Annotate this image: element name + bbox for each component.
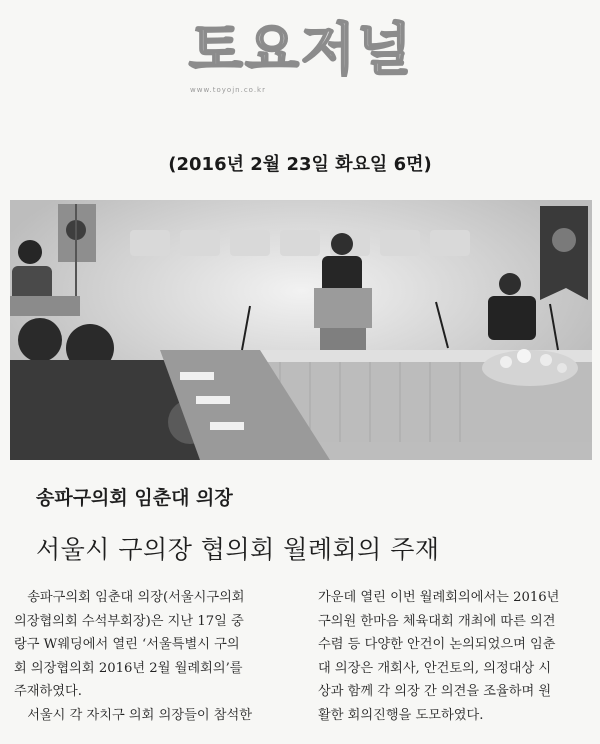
banner-shapes <box>130 230 470 256</box>
article-line: 서울시 각 자치구 의회 의장들이 참석한 <box>27 707 252 723</box>
article-column-left <box>14 586 284 727</box>
meeting-photo-illustration <box>10 200 592 460</box>
newspaper-logo: 토요저널 <box>188 18 414 83</box>
article-subhead: 송파구의회 임춘대 의장 <box>36 487 233 509</box>
article-line: 의장협의회 수석부회장)은 지난 17일 중 <box>14 613 244 629</box>
article-line: 대 의장은 개회사, 안건토의, 의정대상 시 <box>318 660 552 676</box>
article-line: 송파구의회 임춘대 의장(서울시구의회 <box>27 590 245 605</box>
dateline: (2016년 2월 23일 화요일 6면) <box>168 154 432 175</box>
article-line: 가운데 열린 이번 월례회의에서는 2016년 <box>318 590 560 605</box>
flag-right <box>540 206 588 300</box>
article-line: 상과 함께 각 의장 간 의견을 조율하며 원 <box>318 684 552 699</box>
article-line: 활한 회의진행을 도모하였다. <box>318 707 484 723</box>
article-line: 랑구 W웨딩에서 열린 ‘서울특별시 구의 <box>14 637 240 652</box>
article-line: 구의원 한마음 체육대회 개최에 따른 의견 <box>318 613 556 629</box>
article-photo <box>10 200 592 460</box>
newspaper-url: www.toyojn.co.kr <box>190 86 266 94</box>
article-line: 수렴 등 다양한 안건이 논의되었으며 임춘 <box>318 637 556 652</box>
article-column-right <box>318 586 588 727</box>
masthead <box>0 0 600 100</box>
article-line: 회 의장협의회 2016년 2월 월례회의’를 <box>14 660 243 676</box>
article-line: 주재하였다. <box>14 684 82 699</box>
article-headline: 서울시 구의장 협의회 월례회의 주재 <box>36 535 440 564</box>
